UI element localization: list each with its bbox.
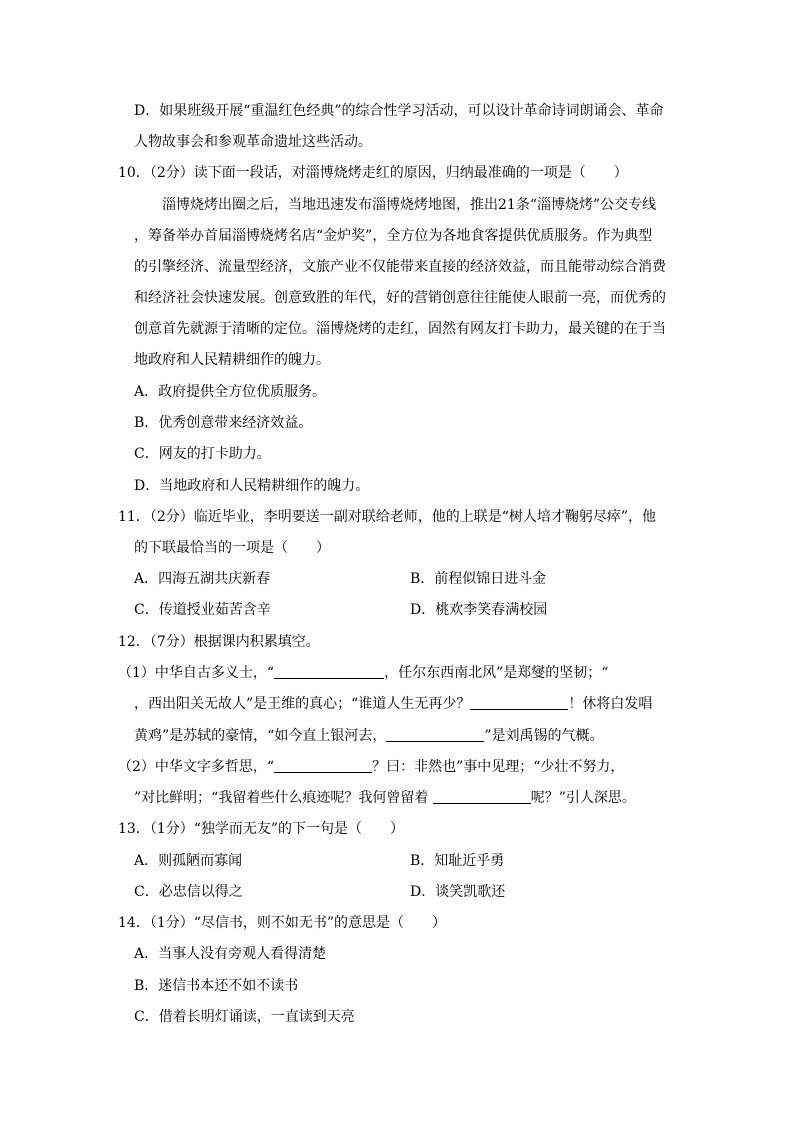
q12-text: ”对比鲜明；“我留着些什么痕迹呢？我何曾留着 [134,790,433,806]
q10-passage-line: 和经济社会快速发展。创意致胜的年代，好的营销创意往往能使人眼前一亮，而优秀的 [134,290,666,306]
q10-stem: 10．（2分）读下面一段话，对淄博烧烤走红的原因，归纳最准确的一项是（ ） [118,165,628,181]
answer-blank[interactable] [274,664,384,679]
q12-stem: 12．（7分）根据课内积累填空。 [118,634,320,650]
answer-blank[interactable] [386,727,484,742]
q12-part1-line1 [118,663,608,683]
q11-option-b: B．前程似锦日进斗金 [410,571,547,587]
answer-blank[interactable] [470,695,568,710]
q12-text: ！休将白发唱 [568,696,653,712]
q10-option-c: C．网友的打卡助力。 [134,446,271,462]
q10-option-b: B．优秀创意带来经济效益。 [134,415,313,431]
q12-text: （1）中华自古多义士，“ [118,665,275,681]
q12-text: （2）中华文字多哲思，“ [118,759,275,775]
q10-passage-line: ，筹备举办首届淄博烧烤名店“金炉奖”，全方位为各地食客提供优质服务。作为典型 [134,228,653,244]
q11-stem-line2: 的下联最恰当的一项是（ ） [134,540,330,556]
q14-option-a: A．当事人没有旁观人看得清楚 [134,946,327,962]
q12-text: ”是刘禹锡的气概。 [484,728,604,744]
q11-option-c: C．传道授业茹苦含辛 [134,602,271,618]
answer-blank[interactable] [274,758,372,773]
q12-part2-line2 [134,788,636,808]
q14-option-b: B．迷信书本还不如不读书 [134,978,299,994]
q12-text: 黄鸡”是苏轼的豪情，“如今直上银河去， [134,728,387,744]
q13-option-d: D．谈笑凯歌还 [410,884,506,900]
q10-passage-line: 淄博烧烤出圈之后，当地迅速发布淄博烧烤地图，推出21条“淄博烧烤”公交专线 [162,197,657,213]
q12-text: ，任尔东西南北风”是郑燮的坚韧；“ [384,665,609,681]
q11-option-d: D．桃欢李笑春满校园 [410,602,548,618]
q9-option-d-line1: D．如果班级开展“重温红色经典”的综合性学习活动，可以设计革命诗词朗诵会、革命 [134,103,664,119]
q12-part1-line2 [134,694,652,714]
q10-passage-line: 地政府和人民精耕细作的魄力。 [134,352,330,368]
q14-option-c: C．借着长明灯诵读，一直读到天亮 [134,1009,355,1025]
q10-option-a: A．政府提供全方位优质服务。 [134,384,327,400]
q12-text: 呢？”引人深思。 [530,790,636,806]
q13-option-c: C．必忠信以得之 [134,884,243,900]
q13-option-a: A．则孤陋而寡闻 [134,853,243,869]
q12-text: ，西出阳关无故人”是王维的真心；“谁道人生无再少？ [134,696,471,712]
q11-stem-line1: 11．（2分）临近毕业，李明要送一副对联给老师，他的上联是“树人培才鞠躬尽瘁”，他 [118,509,657,525]
q10-option-d: D．当地政府和人民精耕细作的魄力。 [134,478,370,494]
q14-stem: 14．（1分）“尽信书，则不如无书”的意思是（ ） [118,915,447,931]
q9-option-d-line2: 人物故事会和参观革命遗址这些活动。 [134,134,372,150]
answer-blank[interactable] [433,789,531,804]
q12-text: ？曰：非然也”事中见理；“少壮不努力， [372,759,625,775]
q10-passage-line: 的引擎经济、流量型经济，文旅产业不仅能带来直接的经济效益，而且能带动综合消费 [134,259,666,275]
q13-option-b: B．知耻近乎勇 [410,853,505,869]
q11-option-a: A．四海五湖共庆新春 [134,571,271,587]
q13-stem: 13．（1分）“独学而无友”的下一句是（ ） [118,821,405,837]
q12-part1-line3 [134,726,604,746]
q10-passage-line: 创意首先就源于清晰的定位。淄博烧烤的走红，固然有网友打卡助力，最关键的在于当 [134,321,666,337]
q12-part2-line1 [118,757,624,777]
